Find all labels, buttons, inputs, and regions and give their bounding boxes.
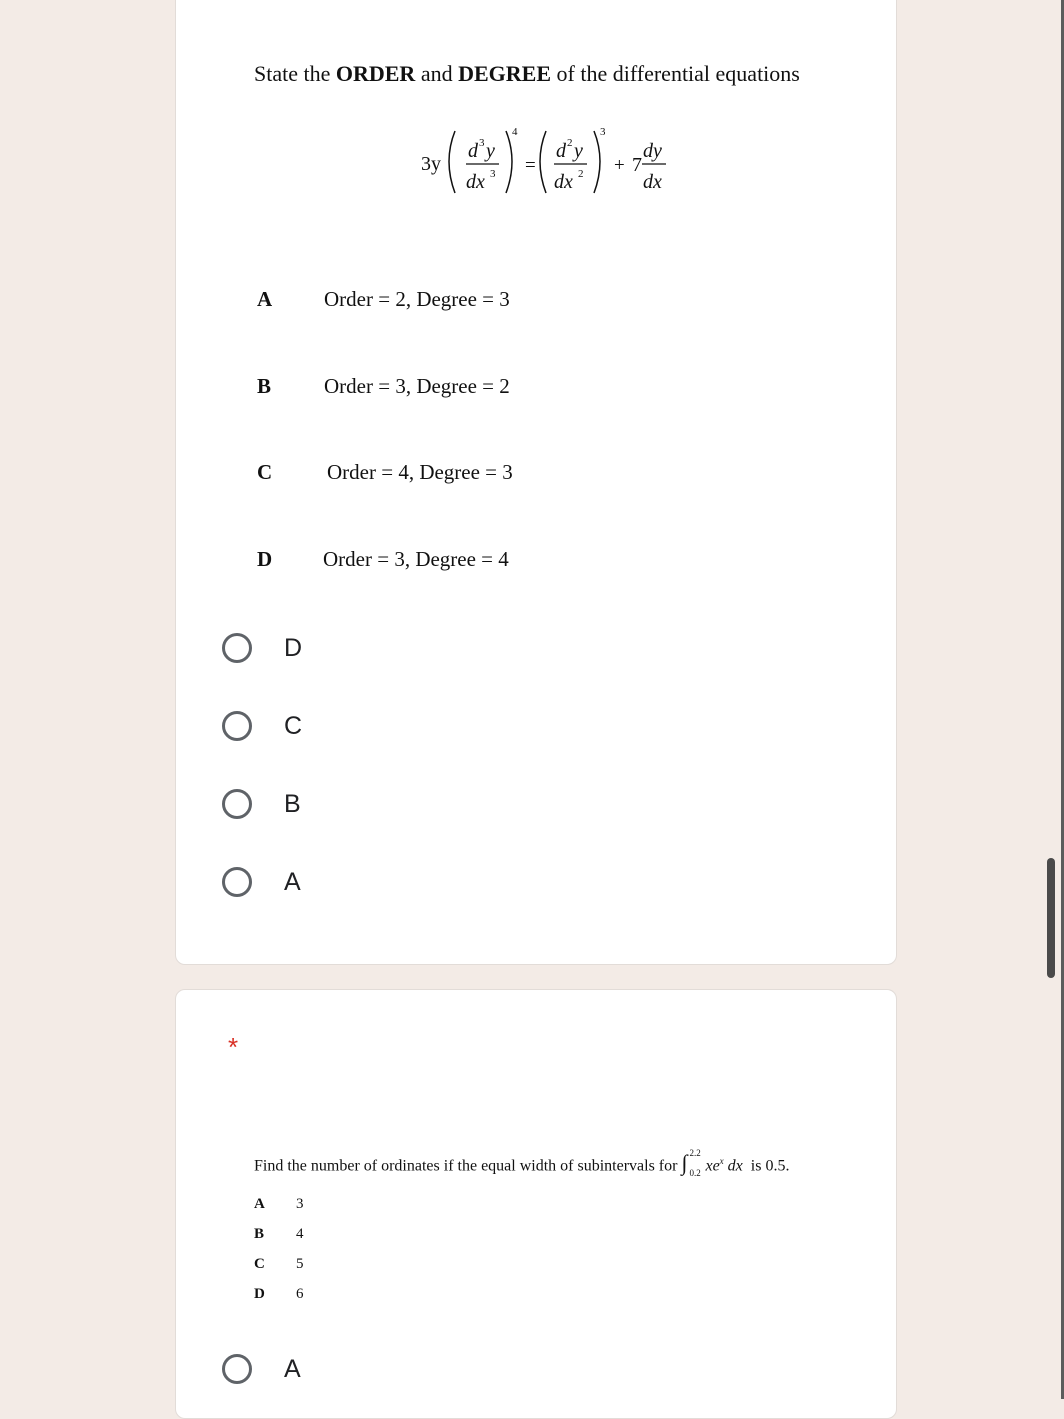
eq-d2: d bbox=[556, 140, 566, 162]
eq-coefficient: 3y bbox=[421, 153, 441, 175]
eq-paren-left-1 bbox=[449, 131, 455, 193]
eq-y3: y bbox=[486, 140, 495, 162]
eq-d3: d bbox=[468, 140, 478, 162]
option-letter: D bbox=[254, 1286, 265, 1302]
option-letter: C bbox=[254, 1256, 265, 1272]
eq-d2-exp: 2 bbox=[567, 137, 573, 149]
option-text: Order = 3, Degree = 4 bbox=[323, 547, 509, 571]
question-title bbox=[254, 61, 800, 87]
option-letter: D bbox=[257, 547, 273, 571]
radio-label: C bbox=[284, 712, 303, 740]
eq-equals: = bbox=[525, 155, 536, 176]
integral-lower-limit: 0.2 bbox=[689, 1168, 701, 1179]
eq-power-2: 3 bbox=[600, 126, 606, 138]
option-text: Order = 4, Degree = 3 bbox=[327, 460, 513, 484]
eq-paren-left-2 bbox=[540, 131, 546, 193]
integral bbox=[681, 1148, 705, 1179]
question-2-prefix: Find the number of ordinates if the equal width of subintervals for bbox=[254, 1157, 678, 1175]
option-text: 4 bbox=[296, 1226, 304, 1242]
eq-dx3: dx bbox=[466, 171, 485, 193]
eq-seven: 7 bbox=[632, 154, 642, 176]
scrollbar-thumb[interactable] bbox=[1047, 858, 1055, 978]
integral-dx: dx bbox=[727, 1157, 743, 1175]
title-prefix: State the bbox=[254, 61, 336, 86]
integrand: xe bbox=[705, 1157, 720, 1175]
eq-dx2: dx bbox=[554, 171, 573, 193]
title-mid: and bbox=[415, 61, 459, 86]
integral-symbol: ∫ bbox=[681, 1150, 688, 1176]
option-text: 3 bbox=[296, 1196, 304, 1212]
radio-circle[interactable] bbox=[222, 711, 252, 741]
option-letter: A bbox=[257, 287, 273, 311]
radio-circle[interactable] bbox=[222, 789, 252, 819]
title-order: ORDER bbox=[335, 61, 416, 86]
integral-upper-limit: 2.2 bbox=[689, 1148, 701, 1159]
radio-label: A bbox=[284, 868, 301, 896]
eq-dx: dx bbox=[643, 171, 662, 193]
radio-label: B bbox=[284, 790, 301, 818]
title-degree: DEGREE bbox=[458, 61, 552, 86]
question-card-1 bbox=[175, 0, 897, 965]
integrand-exponent: x bbox=[719, 1156, 724, 1166]
eq-paren-right-2 bbox=[594, 131, 600, 193]
question-2-suffix: is 0.5. bbox=[750, 1157, 790, 1175]
option-text: 5 bbox=[296, 1256, 304, 1272]
eq-y2: y bbox=[574, 140, 583, 162]
eq-d3-exp: 3 bbox=[479, 137, 485, 149]
radio-label: A bbox=[284, 1355, 301, 1383]
eq-paren-right-1 bbox=[506, 131, 512, 193]
radio-circle[interactable] bbox=[222, 1354, 252, 1384]
eq-plus: + bbox=[614, 155, 625, 176]
title-suffix: of the differential equations bbox=[551, 61, 800, 86]
eq-dx3-exp: 3 bbox=[490, 168, 496, 180]
question-card-2 bbox=[175, 989, 897, 1419]
required-asterisk: * bbox=[228, 1032, 239, 1062]
option-letter: B bbox=[257, 374, 272, 398]
option-text: Order = 3, Degree = 2 bbox=[324, 374, 510, 398]
differential-equation bbox=[419, 113, 709, 209]
radio-circle[interactable] bbox=[222, 867, 252, 897]
option-text: 6 bbox=[296, 1286, 304, 1302]
option-text: Order = 2, Degree = 3 bbox=[324, 287, 510, 311]
option-letter: A bbox=[254, 1196, 265, 1212]
option-letter: C bbox=[257, 460, 273, 484]
option-letter: B bbox=[254, 1226, 265, 1242]
eq-dx2-exp: 2 bbox=[578, 168, 584, 180]
eq-power-1: 4 bbox=[512, 126, 518, 138]
eq-dy: dy bbox=[643, 140, 662, 162]
question-2-text bbox=[254, 1148, 790, 1179]
radio-label: D bbox=[284, 634, 303, 662]
radio-circle[interactable] bbox=[222, 633, 252, 663]
